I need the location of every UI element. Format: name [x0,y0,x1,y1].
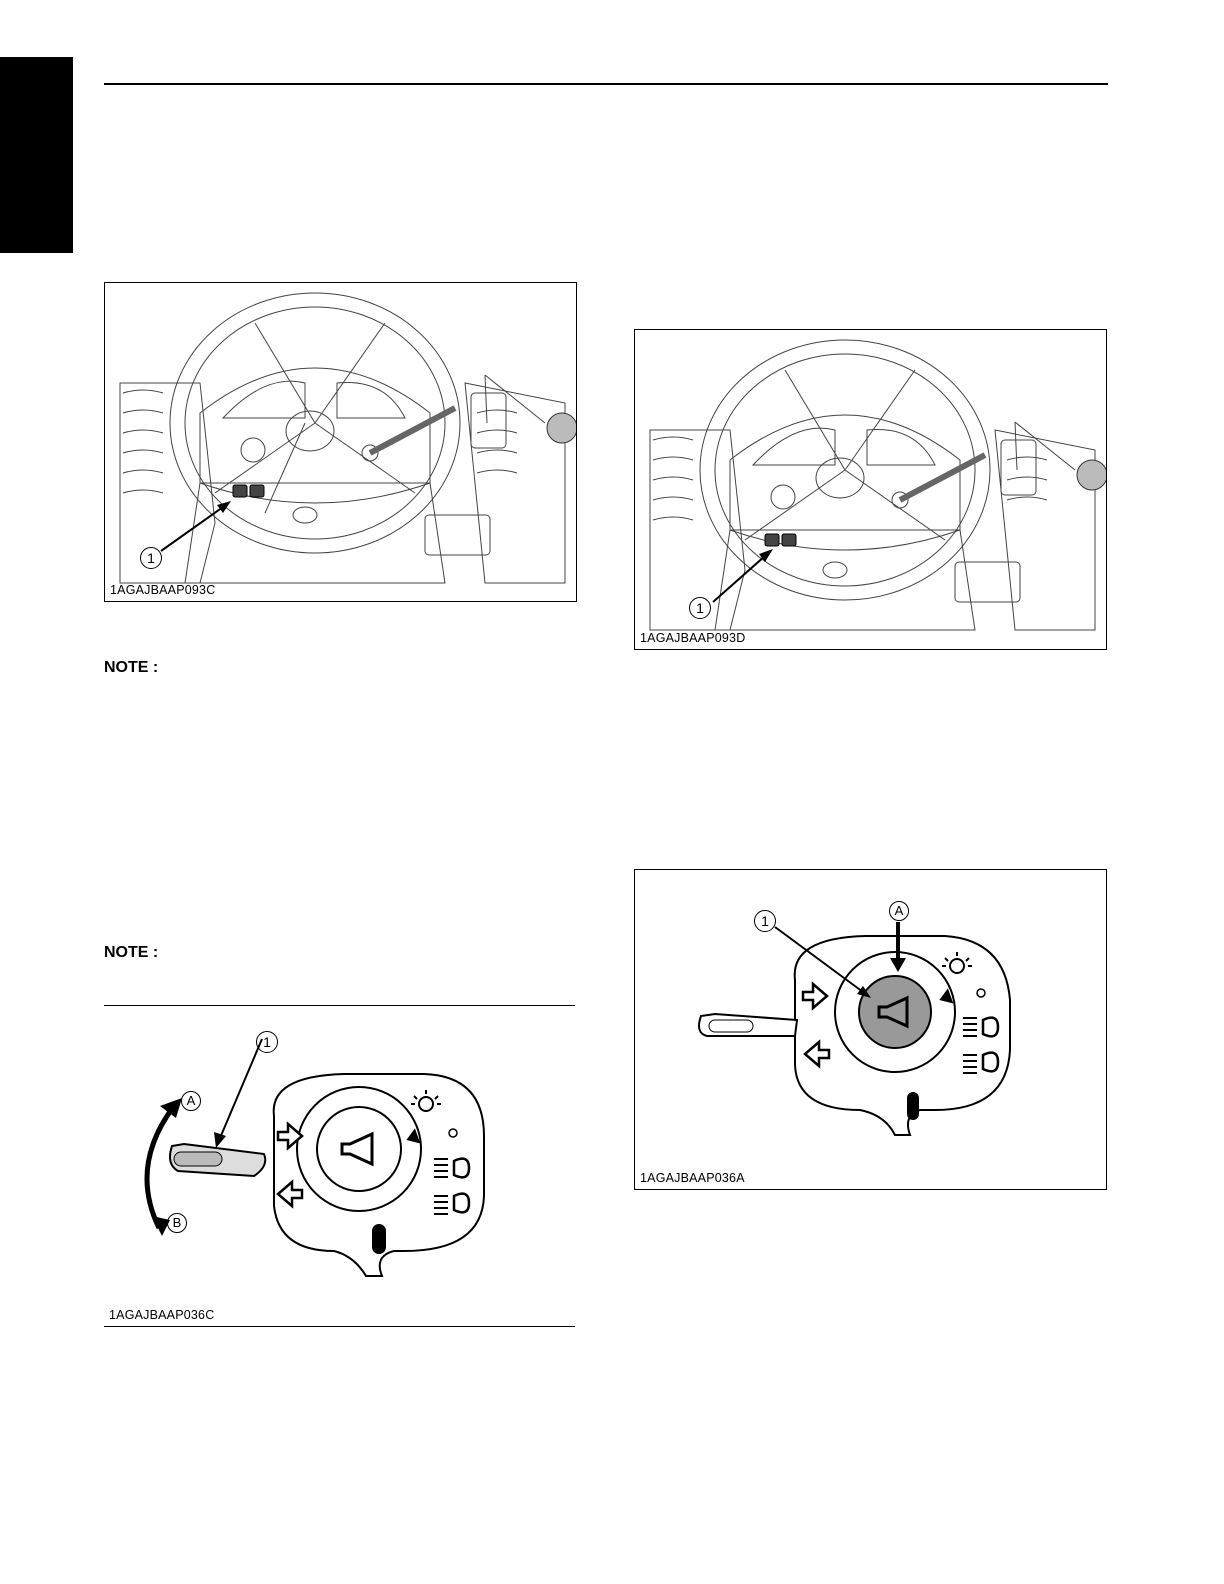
callout-1: 1 [754,910,776,932]
figure-dashboard-right [634,329,1107,650]
note-label-2: NOTE : [104,944,159,961]
dashboard-left-illustration [105,283,576,601]
callout-a: A [889,901,909,921]
figure-id: 1AGAJBAAP093D [640,631,746,645]
callout-b: B [167,1213,187,1233]
header-rule [104,83,1108,85]
note-label-1: NOTE : [104,659,159,676]
section-tab [0,57,73,253]
figure-id: 1AGAJBAAP093C [110,583,216,597]
figure-id: 1AGAJBAAP036A [640,1171,745,1185]
figure-switch-horn [634,869,1107,1190]
callout-a: A [181,1091,201,1111]
figure-dashboard-left [104,282,577,602]
switch-horn-illustration [635,870,1106,1189]
callout-1: 1 [689,597,711,619]
callout-1: 1 [256,1031,278,1053]
figure-id: 1AGAJBAAP036C [109,1308,215,1322]
figure-switch-lever [104,1005,575,1327]
callout-1: 1 [140,547,162,569]
switch-lever-illustration [104,1006,575,1326]
